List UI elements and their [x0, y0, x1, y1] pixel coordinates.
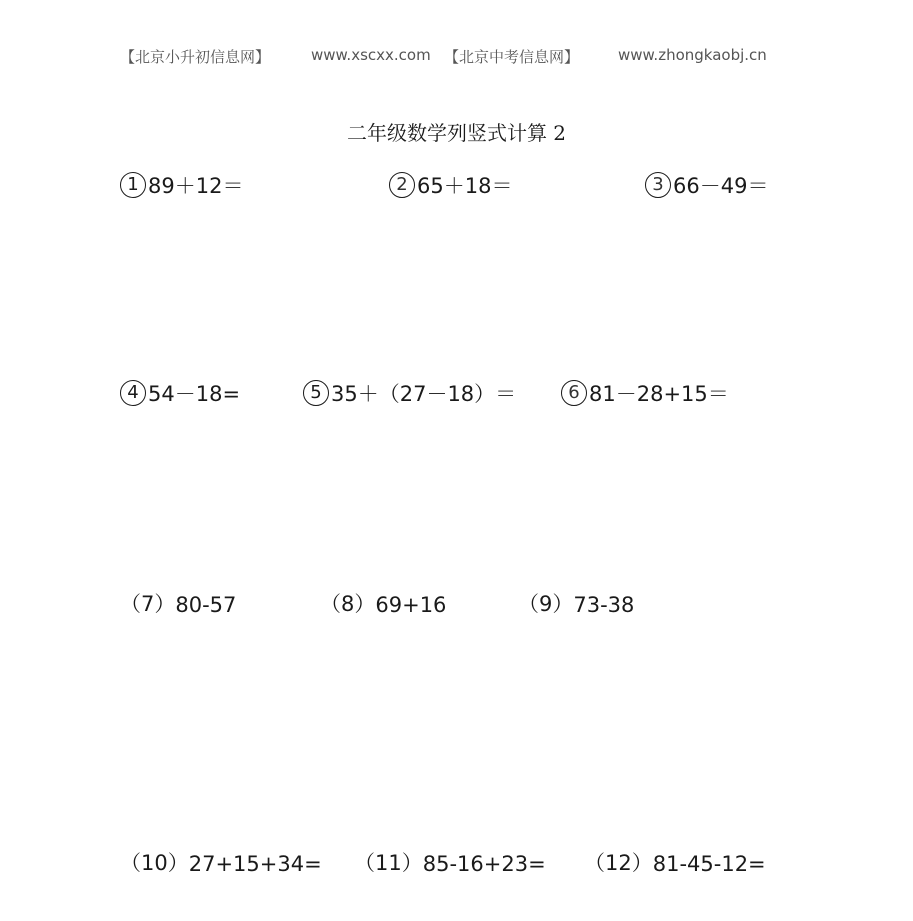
problem-expression: 89＋12＝ [148, 174, 244, 198]
problem-number: 6 [561, 380, 587, 406]
problem-9 [518, 588, 634, 618]
problem-1 [120, 170, 243, 200]
problem-number: （8） [320, 592, 376, 616]
site2-url[interactable]: www.zhongkaobj.cn [618, 46, 767, 64]
problem-expression: 27+15+34= [188, 852, 322, 876]
problem-number: 2 [389, 172, 415, 198]
problem-number: （10） [120, 851, 189, 875]
problem-expression: 85-16+23= [422, 852, 546, 876]
site2-name: 【北京中考信息网】 [444, 48, 580, 66]
problem-7 [120, 588, 236, 618]
problem-number: 5 [303, 380, 329, 406]
problem-10 [120, 847, 322, 877]
problem-expression: 69+16 [375, 593, 447, 617]
problem-expression: 80-57 [175, 593, 237, 617]
problem-5 [303, 378, 516, 408]
problem-3 [645, 170, 768, 200]
site1-url[interactable]: www.xscxx.com [311, 46, 431, 64]
problem-4 [120, 378, 240, 408]
problem-expression: 66－49＝ [673, 174, 769, 198]
worksheet-title: 二年级数学列竖式计算 2 [346, 121, 567, 145]
problem-expression: 81-45-12= [652, 852, 766, 876]
site1-name: 【北京小升初信息网】 [120, 48, 271, 66]
problem-expression: 54－18= [148, 382, 241, 406]
page-header [0, 46, 913, 70]
problem-number: （11） [354, 851, 423, 875]
problem-expression: 35＋（27－18）＝ [331, 382, 517, 406]
problem-6 [561, 378, 729, 408]
problem-number: 3 [645, 172, 671, 198]
problem-number: （9） [518, 592, 574, 616]
problem-number: 1 [120, 172, 146, 198]
problem-12 [584, 847, 766, 877]
problem-expression: 73-38 [573, 593, 635, 617]
problem-11 [354, 847, 546, 877]
problem-expression: 81－28+15＝ [589, 382, 729, 406]
problem-expression: 65＋18＝ [417, 174, 513, 198]
problem-number: 4 [120, 380, 146, 406]
problem-2 [389, 170, 512, 200]
problem-8 [320, 588, 446, 618]
problem-number: （12） [584, 851, 653, 875]
problem-number: （7） [120, 592, 176, 616]
